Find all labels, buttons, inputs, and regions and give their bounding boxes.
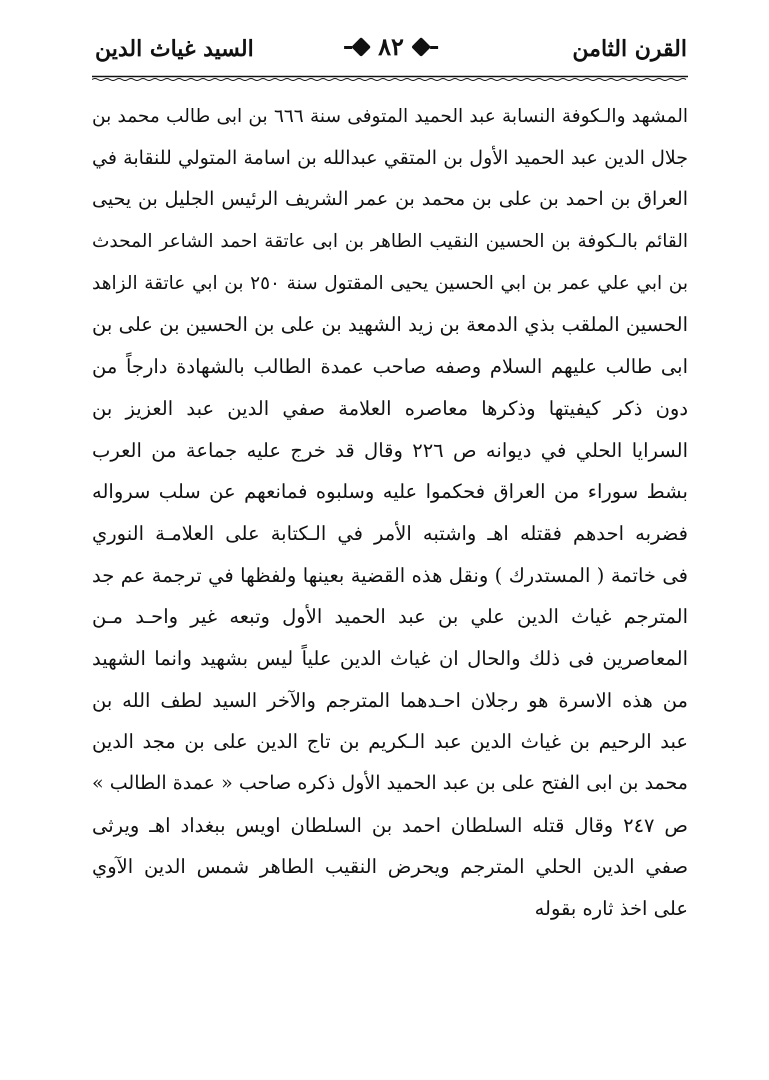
text-line: صفي الدين الحلي المترجم ويحرض النقيب الطاهر شمس الدين الآوي: [92, 855, 688, 879]
text-line: من هذه الاسرة هو رجلان احـدهما المترجم والآخر السيد لطف الله بن: [92, 688, 688, 712]
header-rule: [92, 75, 688, 81]
page-number-block: [350, 32, 432, 61]
ornament-right-icon: [410, 36, 432, 58]
text-line: الحسين الملقب بذي الدمعة بن زيد الشهيد بن على بن الحسين بن على بن: [92, 313, 688, 337]
text-line: السرايا الحلي في ديوانه ص ٢٢٦ وقال قد خرج عليه جماعة من العرب: [92, 438, 688, 462]
text-line: دون ذكر كيفيتها وذكرها معاصره العلامة صفي الدين عبد العزيز بن: [92, 396, 688, 420]
text-line: ابى طالب عليهم السلام وصفه صاحب عمدة الطالب بالشهادة دارجاً من: [92, 355, 688, 379]
page-header: [95, 28, 687, 70]
text-line: بن ابي علي عمر بن ابي الحسين يحيى المقتول سنة ٢٥٠ بن ابي عاتقة الزاهد: [92, 272, 688, 294]
text-line: فى خاتمة ( المستدرك ) ونقل هذه القضية بعينها ولفظها في ترجمة عم جد: [92, 563, 688, 587]
page-body-text: [92, 96, 688, 930]
text-line: القائم بالـكوفة بن الحسين النقيب الطاهر بن ابى عاتقة احمد الشاعر المحدث: [92, 231, 688, 253]
text-line: محمد بن ابى الفتح على بن عبد الحميد الأول ذكره صاحب « عمدة الطالب »: [92, 772, 688, 794]
text-line: المترجم غياث الدين علي بن عبد الحميد الأول وتبعه غير واحـد مـن: [92, 605, 688, 629]
text-line: المشهد والـكوفة النسابة عبد الحميد المتوفى سنة ٦٦٦ بن ابى طالب محمد بن: [92, 106, 688, 127]
text-line: العراق بن احمد بن على بن محمد بن عمر الشريف الرئيس الجليل بن يحيى: [92, 188, 688, 211]
ornament-left-icon: [350, 36, 372, 58]
text-line: بشط سوراء من العراق فحكموا عليه وسلبوه فمانعهم عن سلب سرواله: [92, 480, 688, 504]
text-line: فضربه احدهم فقتله اهـ واشتبه الأمر في الـكتابة على العلامـة النوري: [92, 521, 688, 545]
text-line-last: على اخذ ثاره بقوله: [534, 897, 688, 921]
running-head-title: السيد غياث الدين: [95, 36, 254, 62]
text-line: جلال الدين عبد الحميد الأول بن المتقي عبدالله بن اسامة المتولي للنقابة في: [92, 146, 688, 169]
running-head-chapter: القرن الثامن: [572, 36, 687, 62]
page-number: ٨٢: [378, 32, 404, 61]
text-line: عبد الرحيم بن غياث الدين عبد الـكريم بن تاج الدين على بن مجد الدين: [92, 730, 688, 754]
text-line: المعاصرين فى ذلك والحال ان غياث الدين علياً ليس بشهيد وانما الشهيد: [92, 646, 688, 670]
text-line: ص ٢٤٧ وقال قتله السلطان احمد بن السلطان اويس ببغداد اهـ ويرثى: [92, 813, 688, 837]
